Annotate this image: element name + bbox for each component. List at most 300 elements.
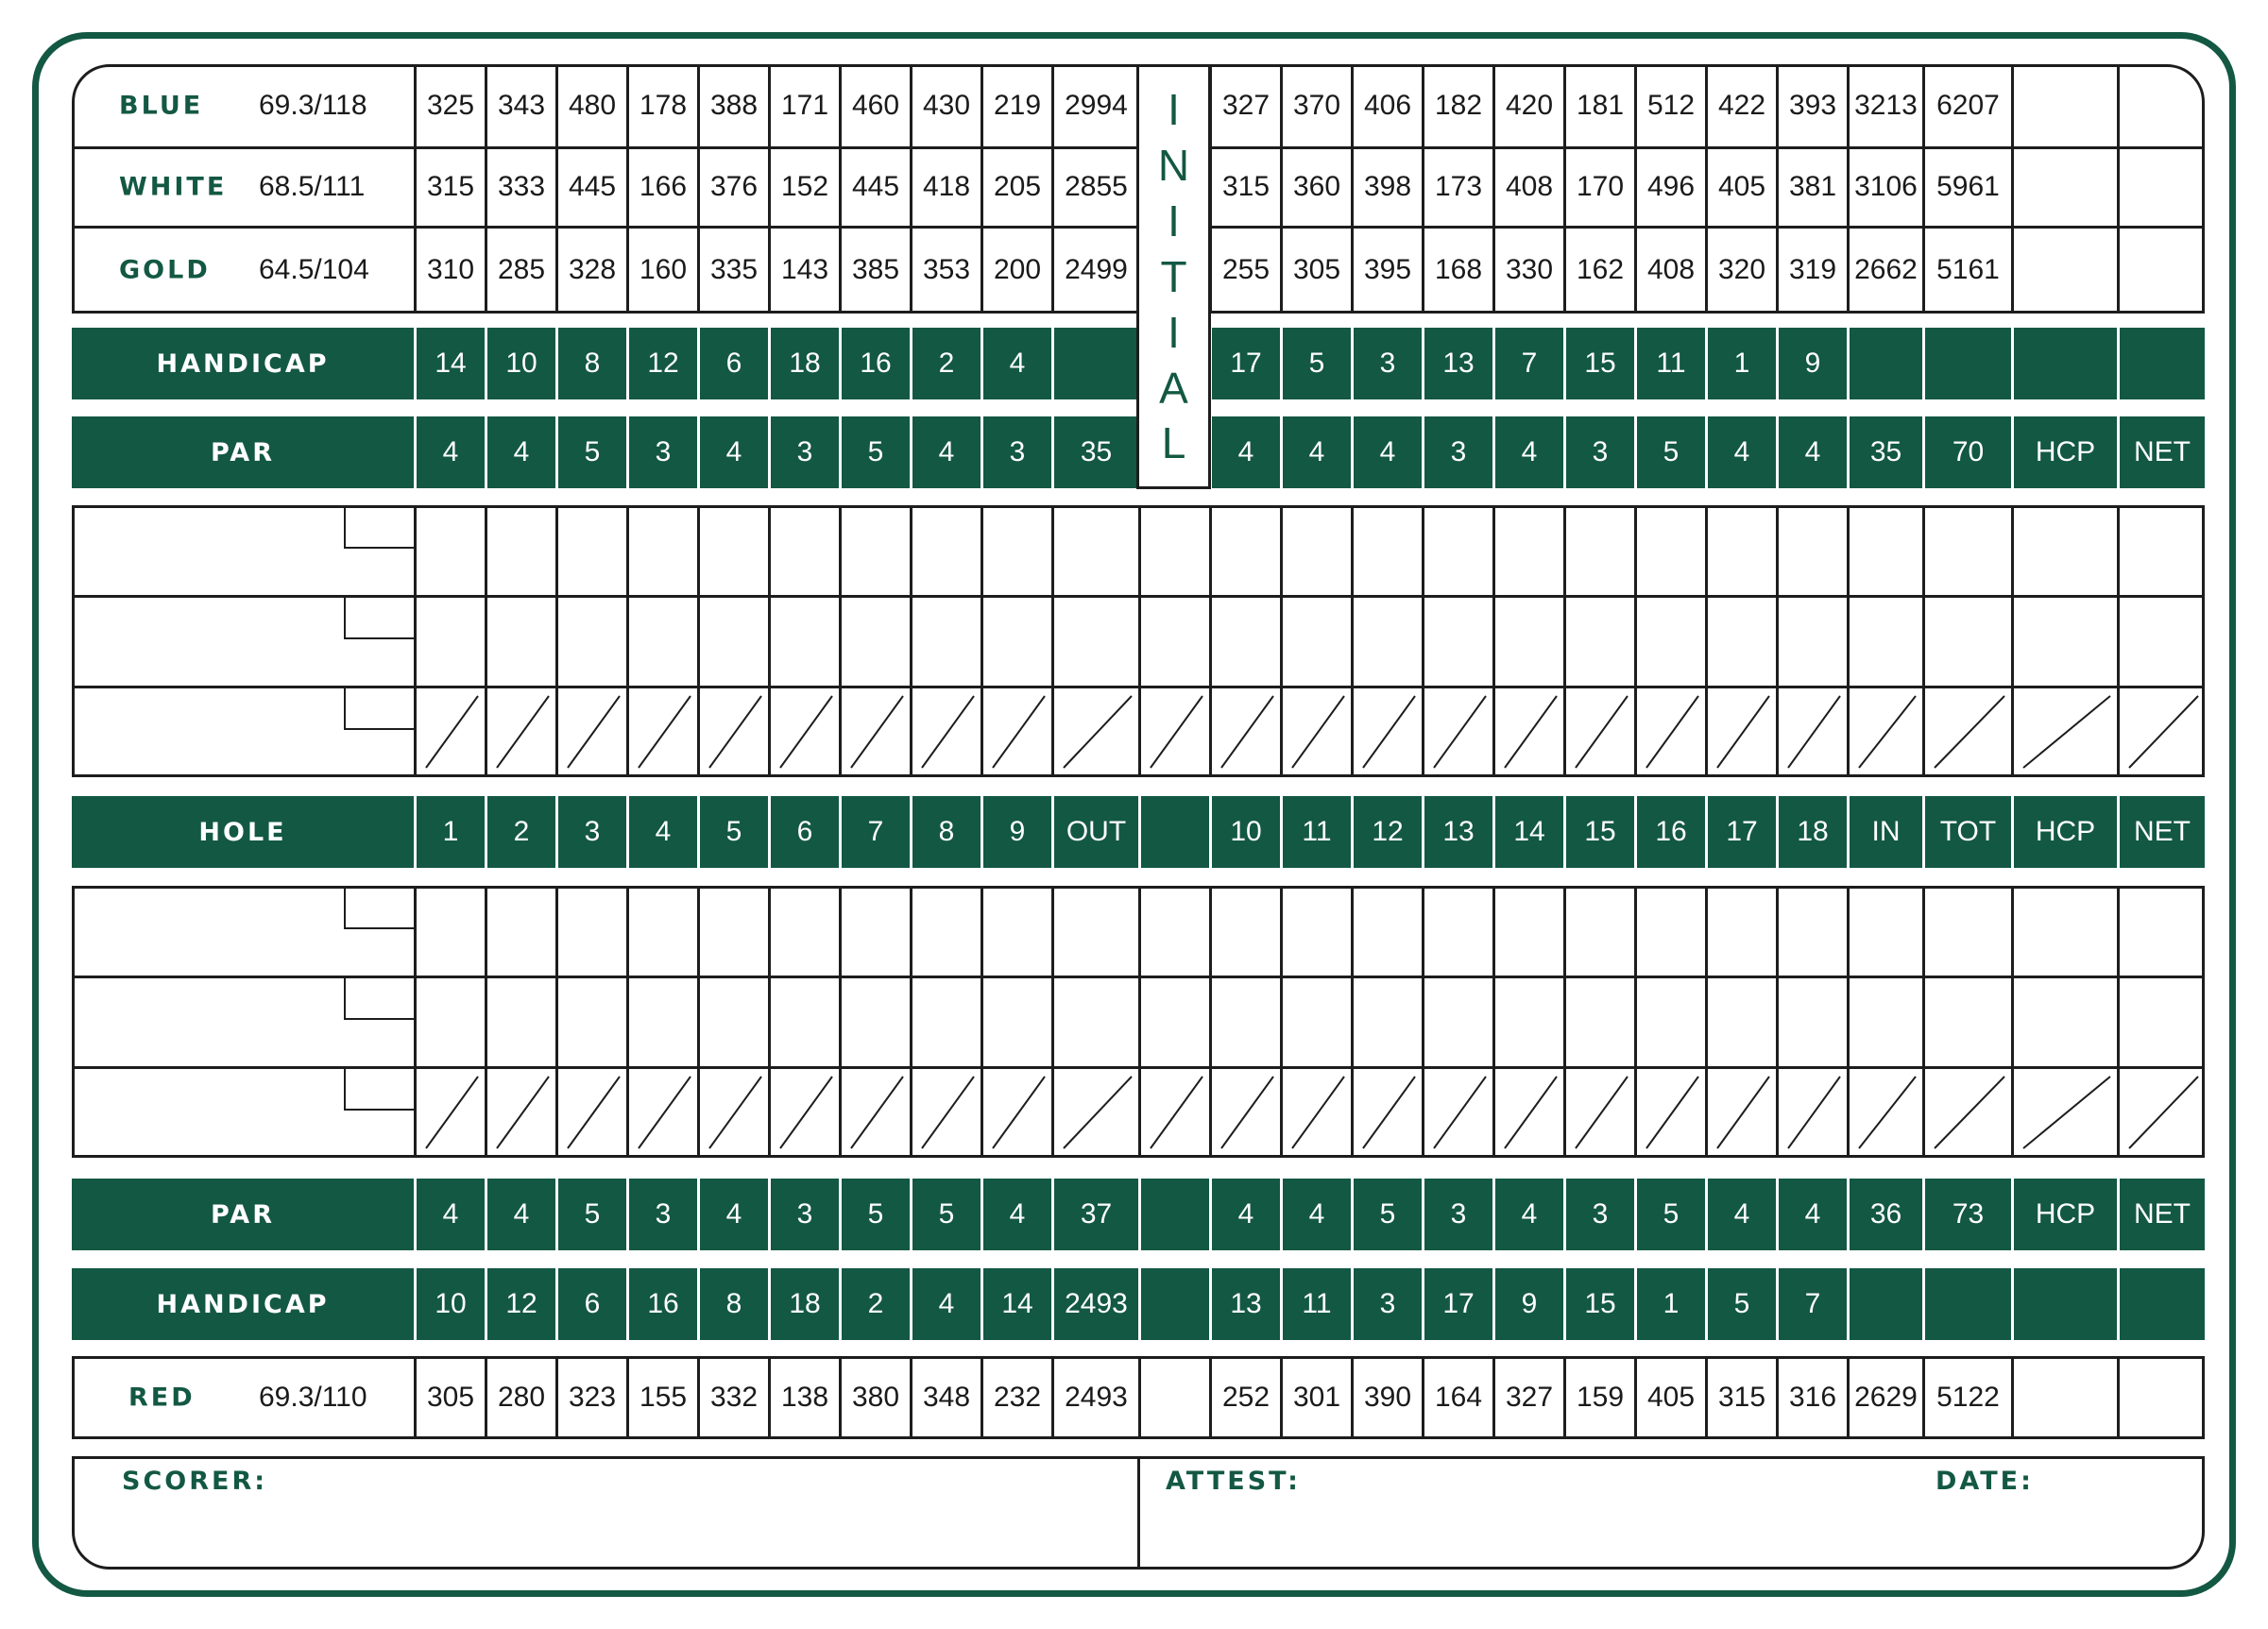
- hole-row-cell: 11: [1280, 796, 1351, 868]
- score-input-cell[interactable]: [839, 687, 910, 777]
- score-input-cell[interactable]: [1492, 1067, 1563, 1158]
- score-input-cell[interactable]: [839, 886, 910, 976]
- tee-blue-cell: [2011, 64, 2117, 147]
- score-input-cell[interactable]: [910, 886, 981, 976]
- handicap-box[interactable]: [344, 596, 414, 639]
- match-slash-mark: [1354, 687, 1424, 777]
- tee-blue-cell: 343: [485, 64, 555, 147]
- tee-blue-cell: 219: [981, 64, 1051, 147]
- handicap-row-top-cell: 3: [1351, 328, 1422, 399]
- score-input-cell[interactable]: [1209, 1067, 1280, 1158]
- score-input-cell[interactable]: [1138, 1067, 1209, 1158]
- score-input-cell[interactable]: [1351, 886, 1422, 976]
- tee-blue-cell: 325: [414, 64, 485, 147]
- score-input-cell[interactable]: [768, 687, 839, 777]
- score-input-cell[interactable]: [414, 1067, 485, 1158]
- handicap-row-bottom-cell: 1: [1634, 1268, 1705, 1340]
- score-input-cell[interactable]: [1051, 596, 1138, 687]
- par-row-top-cell: 3: [768, 416, 839, 488]
- initial-gap-cell: [1138, 1179, 1209, 1250]
- score-input-cell[interactable]: [1422, 596, 1492, 687]
- initial-letter: L: [1161, 418, 1186, 468]
- tee-red-cell: 305: [414, 1356, 485, 1439]
- match-slash-mark: [2014, 1067, 2120, 1158]
- score-input-cell[interactable]: [1563, 976, 1634, 1067]
- tee-blue-cell: 181: [1563, 64, 1634, 147]
- tee-label-cell: [72, 147, 414, 227]
- player-name-field[interactable]: [72, 505, 414, 596]
- match-slash-mark: [1283, 1067, 1354, 1158]
- score-input-cell[interactable]: [981, 1067, 1051, 1158]
- score-input-cell[interactable]: [1922, 596, 2011, 687]
- score-input-cell[interactable]: [1705, 596, 1776, 687]
- tee-row-red: [72, 1356, 2205, 1439]
- score-input-cell[interactable]: [1351, 596, 1422, 687]
- score-input-cell[interactable]: [768, 505, 839, 596]
- tee-name: BLUE: [119, 91, 204, 121]
- score-input-cell[interactable]: [1563, 596, 1634, 687]
- handicap-box[interactable]: [344, 505, 414, 549]
- score-input-cell[interactable]: [1847, 596, 1922, 687]
- score-input-cell[interactable]: [1563, 886, 1634, 976]
- score-input-cell[interactable]: [1563, 505, 1634, 596]
- par-row-top-cell: 35: [1847, 416, 1922, 488]
- score-input-cell[interactable]: [1492, 687, 1563, 777]
- score-input-cell[interactable]: [1634, 1067, 1705, 1158]
- tee-red-cell: 232: [981, 1356, 1051, 1439]
- score-input-cell[interactable]: [1705, 687, 1776, 777]
- handicap-row-bottom-cell: 3: [1351, 1268, 1422, 1340]
- tee-red-cell: 159: [1563, 1356, 1634, 1439]
- score-input-cell[interactable]: [1776, 1067, 1847, 1158]
- score-input-cell[interactable]: [1492, 976, 1563, 1067]
- score-input-cell[interactable]: [1138, 505, 1209, 596]
- par-row-top-cell: 4: [485, 416, 555, 488]
- initial-letter: I: [1168, 196, 1180, 246]
- hole-row-label: HOLE: [198, 817, 287, 847]
- par-row-top-cell: 5: [1634, 416, 1705, 488]
- hole-row-cell: 6: [768, 796, 839, 868]
- tee-rating: 68.5/111: [259, 171, 366, 202]
- tee-white-cell: 398: [1351, 147, 1422, 227]
- match-slash-mark: [983, 1067, 1054, 1158]
- hole-row-cell: 5: [697, 796, 768, 868]
- hole-row-cell: 16: [1634, 796, 1705, 868]
- handicap-row-top-cell: 18: [768, 328, 839, 399]
- score-input-cell[interactable]: [414, 976, 485, 1067]
- par-row-top-cell: NET: [2117, 416, 2205, 488]
- tee-rating: 69.3/110: [259, 1382, 367, 1413]
- score-input-cell[interactable]: [1922, 886, 2011, 976]
- match-slash-mark: [1495, 1067, 1566, 1158]
- tee-label-cell: [72, 64, 414, 147]
- score-input-cell[interactable]: [1634, 687, 1705, 777]
- handicap-row-bottom-cell: 11: [1280, 1268, 1351, 1340]
- handicap-row-top-cell: 9: [1776, 328, 1847, 399]
- score-input-cell[interactable]: [626, 886, 697, 976]
- handicap-row-bottom-cell: 16: [626, 1268, 697, 1340]
- score-input-cell[interactable]: [555, 505, 626, 596]
- tee-label-cell: [72, 1356, 414, 1439]
- tee-gold-cell: 2662: [1847, 227, 1922, 314]
- tee-white-cell: 408: [1492, 147, 1563, 227]
- score-input-cell[interactable]: [1705, 505, 1776, 596]
- score-input-cell[interactable]: [1563, 687, 1634, 777]
- match-slash-mark: [629, 1067, 700, 1158]
- score-input-cell[interactable]: [839, 505, 910, 596]
- match-slash-mark: [1779, 687, 1850, 777]
- score-input-cell[interactable]: [1138, 687, 1209, 777]
- handicap-row-top-cell: 12: [626, 328, 697, 399]
- score-input-cell[interactable]: [697, 687, 768, 777]
- handicap-row-bottom-cell: [1847, 1268, 1922, 1340]
- par-row-bottom-cell: 3: [626, 1179, 697, 1250]
- score-input-cell[interactable]: [768, 976, 839, 1067]
- initial-letter: N: [1157, 141, 1190, 191]
- score-input-cell[interactable]: [981, 596, 1051, 687]
- handicap-row-top-cell: [1847, 328, 1922, 399]
- tee-white-cell: 152: [768, 147, 839, 227]
- match-slash-mark: [842, 1067, 912, 1158]
- score-input-cell[interactable]: [2011, 1067, 2117, 1158]
- score-input-cell[interactable]: [910, 687, 981, 777]
- tee-red-cell: 252: [1209, 1356, 1280, 1439]
- score-input-cell[interactable]: [981, 687, 1051, 777]
- score-input-cell[interactable]: [910, 976, 981, 1067]
- score-input-cell[interactable]: [1209, 596, 1280, 687]
- tee-gold-cell: 328: [555, 227, 626, 314]
- tee-white-cell: 418: [910, 147, 981, 227]
- score-input-cell[interactable]: [2117, 687, 2205, 777]
- score-input-cell[interactable]: [1280, 976, 1351, 1067]
- score-input-cell[interactable]: [1351, 687, 1422, 777]
- handicap-row-bottom: [72, 1268, 2205, 1340]
- score-input-cell[interactable]: [485, 596, 555, 687]
- score-input-cell[interactable]: [1138, 976, 1209, 1067]
- hole-row-cell: IN: [1847, 796, 1922, 868]
- score-input-cell[interactable]: [1209, 976, 1280, 1067]
- tee-gold-cell: 353: [910, 227, 981, 314]
- tee-white-cell: 333: [485, 147, 555, 227]
- player-name-field[interactable]: [72, 886, 414, 976]
- score-input-cell[interactable]: [1776, 976, 1847, 1067]
- score-input-cell[interactable]: [1209, 886, 1280, 976]
- tee-blue-cell: 422: [1705, 64, 1776, 147]
- tee-red-cell: 280: [485, 1356, 555, 1439]
- tee-rating: 64.5/104: [259, 254, 369, 285]
- hole-row-cell: 8: [910, 796, 981, 868]
- hole-row: [72, 796, 2205, 868]
- score-input-cell[interactable]: [1280, 596, 1351, 687]
- hole-row-cell: TOT: [1922, 796, 2011, 868]
- par-row-bottom-cell: 5: [839, 1179, 910, 1250]
- tee-red-cell: 323: [555, 1356, 626, 1439]
- handicap-row-top-cell: 14: [414, 328, 485, 399]
- score-input-cell[interactable]: [2117, 886, 2205, 976]
- handicap-box[interactable]: [344, 1067, 414, 1111]
- tee-red-cell: 390: [1351, 1356, 1422, 1439]
- match-slash-mark: [912, 1067, 983, 1158]
- player-name-field[interactable]: [72, 976, 414, 1067]
- match-slash-mark: [912, 687, 983, 777]
- handicap-row-top-cell: 6: [697, 328, 768, 399]
- tee-label-cell: [72, 227, 414, 314]
- score-input-cell[interactable]: [2117, 596, 2205, 687]
- score-input-cell[interactable]: [981, 976, 1051, 1067]
- score-input-cell[interactable]: [555, 596, 626, 687]
- tee-red-cell: 348: [910, 1356, 981, 1439]
- score-input-cell[interactable]: [697, 1067, 768, 1158]
- score-input-cell[interactable]: [1422, 1067, 1492, 1158]
- score-input-cell[interactable]: [1922, 1067, 2011, 1158]
- match-slash-mark: [1850, 1067, 1925, 1158]
- score-input-cell[interactable]: [1209, 505, 1280, 596]
- score-input-cell[interactable]: [2117, 505, 2205, 596]
- match-slash-mark: [700, 687, 771, 777]
- score-input-cell[interactable]: [485, 505, 555, 596]
- tee-blue-cell: 171: [768, 64, 839, 147]
- score-input-cell[interactable]: [1847, 886, 1922, 976]
- initial-box[interactable]: [1136, 64, 1211, 489]
- score-input-cell[interactable]: [1847, 1067, 1922, 1158]
- score-input-cell[interactable]: [414, 687, 485, 777]
- hole-row-cell: 2: [485, 796, 555, 868]
- score-input-cell[interactable]: [1351, 505, 1422, 596]
- score-input-cell[interactable]: [697, 976, 768, 1067]
- handicap-row-top-cell: 16: [839, 328, 910, 399]
- handicap-row-bottom-cell: 2493: [1051, 1268, 1138, 1340]
- score-input-cell[interactable]: [1634, 886, 1705, 976]
- score-input-cell[interactable]: [697, 596, 768, 687]
- score-input-cell[interactable]: [1351, 976, 1422, 1067]
- tee-gold-cell: 143: [768, 227, 839, 314]
- score-input-cell[interactable]: [2117, 976, 2205, 1067]
- tee-red-cell: 164: [1422, 1356, 1492, 1439]
- score-input-cell[interactable]: [981, 886, 1051, 976]
- par-row-top-cell: 4: [1209, 416, 1280, 488]
- score-input-cell[interactable]: [1209, 687, 1280, 777]
- tee-white-cell: 5961: [1922, 147, 2011, 227]
- score-input-cell[interactable]: [1776, 596, 1847, 687]
- score-input-cell[interactable]: [1922, 505, 2011, 596]
- score-input-cell[interactable]: [768, 1067, 839, 1158]
- initial-letter: I: [1168, 85, 1180, 135]
- match-slash-mark: [1495, 687, 1566, 777]
- hole-row-cell: 15: [1563, 796, 1634, 868]
- score-input-cell[interactable]: [485, 976, 555, 1067]
- handicap-row-bottom-cell: 10: [414, 1268, 485, 1340]
- score-input-cell[interactable]: [1634, 976, 1705, 1067]
- match-slash-mark: [983, 687, 1054, 777]
- score-input-cell[interactable]: [1051, 1067, 1138, 1158]
- tee-gold-cell: 2499: [1051, 227, 1138, 314]
- handicap-row-top-cell: 11: [1634, 328, 1705, 399]
- score-input-cell[interactable]: [1492, 596, 1563, 687]
- row-divider: [72, 686, 2205, 688]
- par-row-bottom-cell: 4: [1280, 1179, 1351, 1250]
- score-input-cell[interactable]: [1634, 505, 1705, 596]
- tee-blue-cell: 388: [697, 64, 768, 147]
- score-input-cell[interactable]: [414, 886, 485, 976]
- match-slash-mark: [1141, 687, 1212, 777]
- tee-gold-cell: 330: [1492, 227, 1563, 314]
- score-input-cell[interactable]: [768, 596, 839, 687]
- tee-name: RED: [128, 1383, 196, 1413]
- score-input-cell[interactable]: [839, 1067, 910, 1158]
- tee-red-cell: 332: [697, 1356, 768, 1439]
- handicap-box[interactable]: [344, 687, 414, 730]
- score-input-cell[interactable]: [485, 886, 555, 976]
- score-input-cell[interactable]: [768, 886, 839, 976]
- score-input-cell[interactable]: [1922, 687, 2011, 777]
- score-input-cell[interactable]: [697, 886, 768, 976]
- score-input-cell[interactable]: [2011, 687, 2117, 777]
- tee-white-cell: 360: [1280, 147, 1351, 227]
- score-input-cell[interactable]: [1051, 687, 1138, 777]
- handicap-box[interactable]: [344, 886, 414, 929]
- score-input-cell[interactable]: [1280, 505, 1351, 596]
- score-input-cell[interactable]: [555, 886, 626, 976]
- tee-red-cell: 138: [768, 1356, 839, 1439]
- tee-white-cell: 205: [981, 147, 1051, 227]
- tee-gold-cell: 160: [626, 227, 697, 314]
- handicap-row-top-cell: 1: [1705, 328, 1776, 399]
- score-input-cell[interactable]: [1280, 687, 1351, 777]
- score-input-cell[interactable]: [1634, 596, 1705, 687]
- score-input-cell[interactable]: [555, 687, 626, 777]
- score-input-cell[interactable]: [1351, 1067, 1422, 1158]
- tee-red-cell: 5122: [1922, 1356, 2011, 1439]
- match-slash-mark: [1925, 1067, 2014, 1158]
- handicap-row-bottom-cell: 4: [910, 1268, 981, 1340]
- score-input-cell[interactable]: [1563, 1067, 1634, 1158]
- hole-row-cell: NET: [2117, 796, 2205, 868]
- par-row-bottom-cell: 5: [555, 1179, 626, 1250]
- match-slash-mark: [2120, 1067, 2208, 1158]
- score-input-cell[interactable]: [839, 596, 910, 687]
- score-input-cell[interactable]: [1280, 1067, 1351, 1158]
- tee-white-cell: 445: [839, 147, 910, 227]
- handicap-row-top-cell: 13: [1422, 328, 1492, 399]
- tee-white-cell: 166: [626, 147, 697, 227]
- score-input-cell[interactable]: [910, 596, 981, 687]
- hole-row-cell: 9: [981, 796, 1051, 868]
- par-row-bottom-label: PAR: [211, 1199, 275, 1230]
- tee-white-cell: 381: [1776, 147, 1847, 227]
- handicap-row-top-cell: 2: [910, 328, 981, 399]
- match-slash-mark: [1850, 687, 1925, 777]
- player-name-field[interactable]: [72, 1067, 414, 1158]
- score-input-cell[interactable]: [1922, 976, 2011, 1067]
- score-input-cell[interactable]: [626, 976, 697, 1067]
- tee-blue-cell: 420: [1492, 64, 1563, 147]
- score-input-cell[interactable]: [1776, 886, 1847, 976]
- score-input-cell[interactable]: [981, 505, 1051, 596]
- score-input-cell[interactable]: [555, 976, 626, 1067]
- score-input-cell[interactable]: [414, 505, 485, 596]
- match-slash-mark: [558, 687, 629, 777]
- tee-blue-cell: [2117, 64, 2205, 147]
- score-input-cell[interactable]: [697, 505, 768, 596]
- score-input-cell[interactable]: [1776, 505, 1847, 596]
- score-input-cell[interactable]: [1705, 886, 1776, 976]
- par-row-top-label: PAR: [211, 437, 275, 467]
- score-input-cell[interactable]: [555, 1067, 626, 1158]
- date-label: DATE:: [1935, 1467, 2034, 1496]
- score-input-cell[interactable]: [1847, 687, 1922, 777]
- par-row-bottom-cell: 73: [1922, 1179, 2011, 1250]
- score-input-cell[interactable]: [626, 687, 697, 777]
- score-input-cell[interactable]: [2117, 1067, 2205, 1158]
- score-input-cell[interactable]: [1138, 596, 1209, 687]
- score-input-cell[interactable]: [1847, 976, 1922, 1067]
- score-input-cell[interactable]: [626, 1067, 697, 1158]
- score-input-cell[interactable]: [910, 505, 981, 596]
- score-input-cell[interactable]: [1051, 505, 1138, 596]
- score-input-cell[interactable]: [2011, 596, 2117, 687]
- score-input-cell[interactable]: [2011, 976, 2117, 1067]
- match-slash-mark: [1054, 687, 1141, 777]
- score-input-cell[interactable]: [1422, 687, 1492, 777]
- handicap-row-top-cell: [2117, 328, 2205, 399]
- handicap-box[interactable]: [344, 976, 414, 1020]
- score-input-cell[interactable]: [626, 505, 697, 596]
- score-input-cell[interactable]: [485, 1067, 555, 1158]
- score-input-cell[interactable]: [1847, 505, 1922, 596]
- tee-gold-cell: 385: [839, 227, 910, 314]
- score-input-cell[interactable]: [1422, 886, 1492, 976]
- score-input-cell[interactable]: [1776, 687, 1847, 777]
- score-input-cell[interactable]: [2011, 886, 2117, 976]
- score-input-cell[interactable]: [1280, 886, 1351, 976]
- tee-red-cell: 380: [839, 1356, 910, 1439]
- tee-red-cell: 405: [1634, 1356, 1705, 1439]
- score-input-cell[interactable]: [1138, 886, 1209, 976]
- score-input-cell[interactable]: [1051, 976, 1138, 1067]
- hole-row-cell: 4: [626, 796, 697, 868]
- score-input-cell[interactable]: [1705, 976, 1776, 1067]
- tee-gold-cell: 255: [1209, 227, 1280, 314]
- score-input-cell[interactable]: [1705, 1067, 1776, 1158]
- tee-red-cell: 2629: [1847, 1356, 1922, 1439]
- score-input-cell[interactable]: [1051, 886, 1138, 976]
- player-name-field[interactable]: [72, 687, 414, 777]
- tee-gold-cell: 305: [1280, 227, 1351, 314]
- score-input-cell[interactable]: [1422, 505, 1492, 596]
- tee-name: GOLD: [119, 255, 211, 285]
- player-name-field[interactable]: [72, 596, 414, 687]
- hole-row-cell: 13: [1422, 796, 1492, 868]
- score-input-cell[interactable]: [2011, 505, 2117, 596]
- hole-row-cell: HCP: [2011, 796, 2117, 868]
- score-input-cell[interactable]: [1422, 976, 1492, 1067]
- score-input-cell[interactable]: [414, 596, 485, 687]
- score-input-cell[interactable]: [485, 687, 555, 777]
- score-input-cell[interactable]: [626, 596, 697, 687]
- handicap-row-bottom-cell: 5: [1705, 1268, 1776, 1340]
- par-row-top-cell: HCP: [2011, 416, 2117, 488]
- handicap-row-bottom-cell: 2: [839, 1268, 910, 1340]
- tee-white-cell: 405: [1705, 147, 1776, 227]
- par-row-top-cell: 4: [414, 416, 485, 488]
- score-input-cell[interactable]: [1492, 505, 1563, 596]
- score-input-cell[interactable]: [910, 1067, 981, 1158]
- score-input-cell[interactable]: [839, 976, 910, 1067]
- tee-gold-cell: 395: [1351, 227, 1422, 314]
- par-row-bottom-cell: 4: [1705, 1179, 1776, 1250]
- signature-divider: [1137, 1459, 1140, 1567]
- score-input-cell[interactable]: [1492, 886, 1563, 976]
